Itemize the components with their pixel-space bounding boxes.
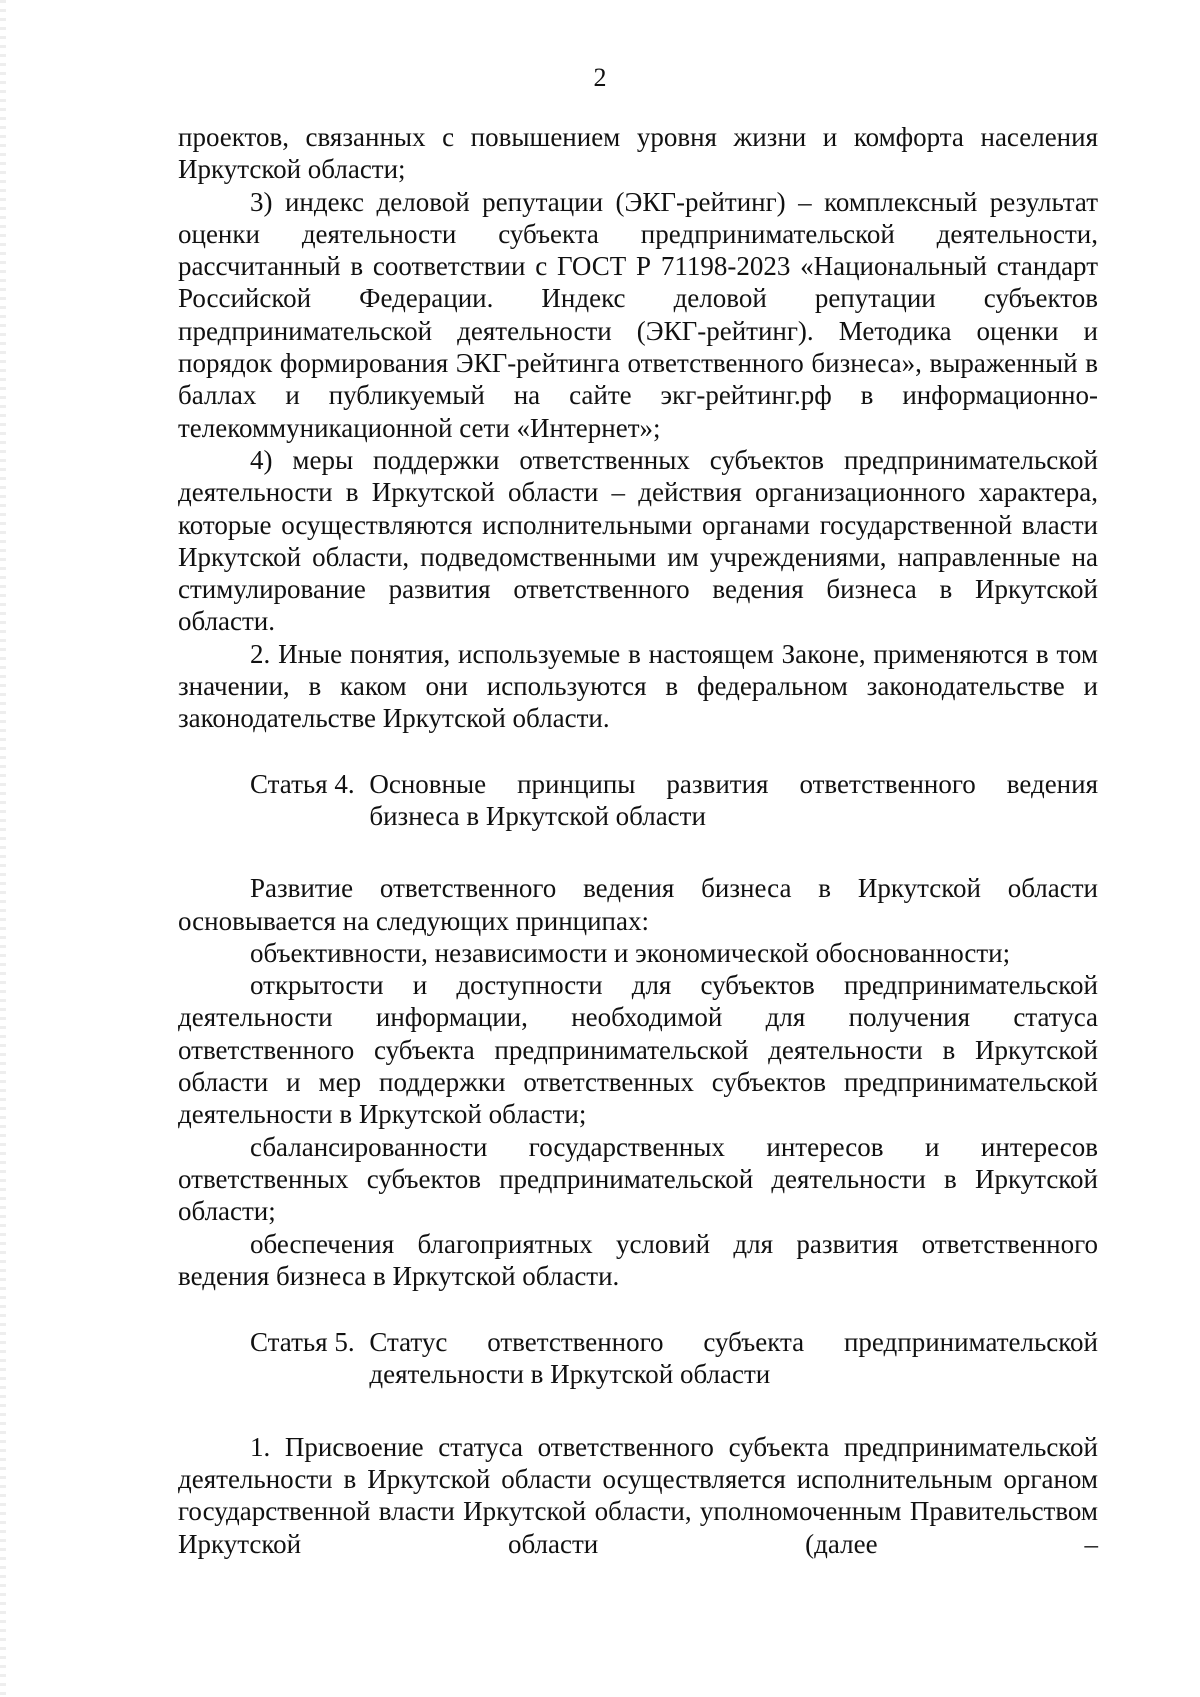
scan-edge-artifact <box>0 0 6 1697</box>
article-4-number: Статья 4. <box>250 768 362 799</box>
article-4-principle-4: обеспечения благоприятных условий для развития ответственного ведения бизнеса в Иркутской области. <box>178 1228 1098 1291</box>
page-number: 2 <box>593 63 607 92</box>
article-4-title: Основные принципы развития ответственного ведения бизнеса в Иркутской области <box>369 768 1098 831</box>
article-4-heading <box>178 768 1098 833</box>
paragraph-continuation: проектов, связанных с повышением уровня жизни и комфорта населения Иркутской области; <box>178 122 1098 185</box>
document-body <box>178 121 1098 1560</box>
article-4-principle-1: объективности, независимости и экономической обоснованности; <box>250 937 1011 968</box>
paragraph-item-4: 4) меры поддержки ответственных субъектов предпринимательской деятельности в Иркутской области – действия организационного характера, которые осуществляются исполнительными органами государственной власти Иркутской области, подведомственными им учреждениями, направленные на стимулирование развития ответственного ведения бизнеса в Иркутской области. <box>178 444 1098 637</box>
article-5-number: Статья 5. <box>250 1327 362 1358</box>
article-4-intro: Развитие ответственного ведения бизнеса в Иркутской области основывается на следующих принципах: <box>178 873 1098 936</box>
article-5-title: Статус ответственного субъекта предпринимательской деятельности в Иркутской области <box>369 1327 1098 1390</box>
paragraph-item-3: 3) индекс деловой репутации (ЭКГ-рейтинг) – комплексный результат оценки деятельности субъекта предпринимательской деятельности, рассчитанный в соответствии с ГОСТ Р 71198-2023 «Национальный стандарт Российской Федерации. Индекс деловой репутации субъектов предпринимательской деятельности (ЭКГ-рейтинг). Методика оценки и порядок формирования ЭКГ-рейтинга ответственного бизнеса», выраженный в баллах и публикуемый на сайте экг-рейтинг.рф в информационно-телекоммуникационной сети «Интернет»; <box>178 186 1098 443</box>
article-4-principle-2: открытости и доступности для субъектов предпринимательской деятельности информации, необходимой для получения статуса ответственного субъекта предпринимательской деятельности в Иркутской области и мер поддержки ответственных субъектов предпринимательской деятельности в Иркутской области; <box>178 970 1098 1130</box>
article-5-heading <box>178 1326 1098 1391</box>
paragraph-clause-2: 2. Иные понятия, используемые в настоящем Законе, применяются в том значении, в каком они используются в федеральном законодательстве и законодательстве Иркутской области. <box>178 638 1098 734</box>
article-5-clause-1: 1. Присвоение статуса ответственного субъекта предпринимательской деятельности в Иркутской области осуществляется исполнительным органом государственной власти Иркутской области, уполномоченным Правительством Иркутской области (далее – <box>178 1431 1098 1559</box>
article-4-principle-3: сбалансированности государственных интересов и интересов ответственных субъектов предпринимательской деятельности в Иркутской области; <box>178 1131 1098 1227</box>
